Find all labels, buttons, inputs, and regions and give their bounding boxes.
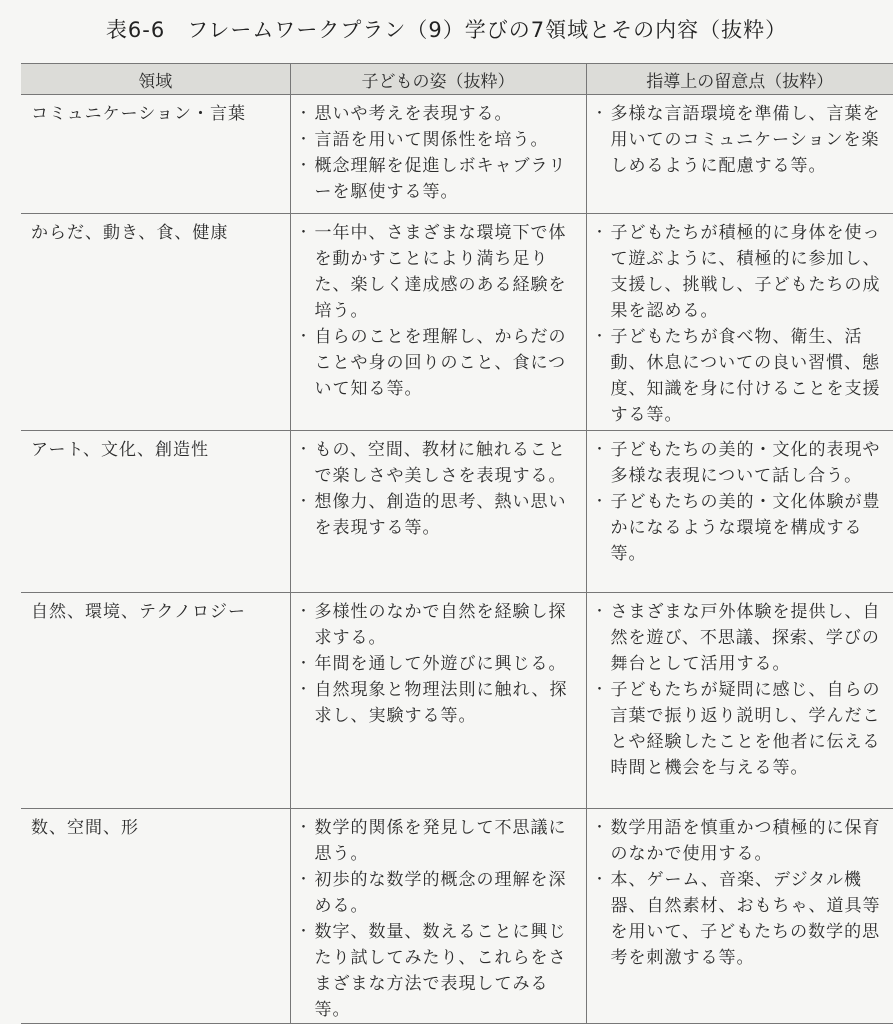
list-item: ・ 自然現象と物理法則に触れ、探求し、実験する等。	[301, 677, 580, 729]
table-row	[21, 95, 893, 214]
domain-cell: コミュニケーション・言葉	[21, 95, 290, 214]
domain-cell: 自然、環境、テクノロジー	[21, 593, 290, 809]
list-item: ・ 一年中、さまざまな環境下で体を動かすことにより満ち足りた、楽しく達成感のある経験を培う。	[301, 220, 580, 324]
list-item: ・ 子どもたちが疑問に感じ、自らの言葉で振り返り説明し、学んだことや経験したことを他者に伝える時間と機会を与える等。	[597, 677, 888, 781]
header-row	[21, 64, 893, 95]
list-item: ・ 数学的関係を発見して不思議に思う。	[301, 815, 580, 867]
list-item: ・ さまざまな戸外体験を提供し、自然を遊び、不思議、探索、学びの舞台として活用する。	[597, 599, 888, 677]
child-cell	[290, 593, 586, 809]
list-item: ・ 子どもたちの美的・文化的表現や多様な表現について話し合う。	[597, 437, 888, 489]
guidance-cell	[586, 593, 893, 809]
list-item: ・ 多様な言語環境を準備し、言葉を用いてのコミュニケーションを楽しめるように配慮する等。	[597, 101, 888, 179]
table-row	[21, 809, 893, 1024]
domain-cell: からだ、動き、食、健康	[21, 214, 290, 431]
header-domain: 領域	[21, 64, 290, 95]
child-cell	[290, 214, 586, 431]
framework-table	[21, 63, 893, 1024]
guidance-cell	[586, 431, 893, 593]
list-item: ・ 子どもたちが食べ物、衛生、活動、休息についての良い習慣、態度、知識を身に付けることを支援する等。	[597, 324, 888, 428]
list-item: ・ もの、空間、教材に触れることで楽しさや美しさを表現する。	[301, 437, 580, 489]
list-item: ・ 想像力、創造的思考、熱い思いを表現する等。	[301, 489, 580, 541]
list-item: ・ 年間を通して外遊びに興じる。	[301, 651, 580, 677]
table-row	[21, 214, 893, 431]
header-guidance: 指導上の留意点（抜粋）	[586, 64, 893, 95]
list-item: ・ 言語を用いて関係性を培う。	[301, 127, 580, 153]
list-item: ・ 概念理解を促進しボキャブラリーを駆使する等。	[301, 153, 580, 205]
list-item: ・ 子どもたちが積極的に身体を使って遊ぶように、積極的に参加し、支援し、挑戦し、子どもたちの成果を認める。	[597, 220, 888, 324]
list-item: ・ 子どもたちの美的・文化体験が豊かになるような環境を構成する等。	[597, 489, 888, 567]
list-item: ・ 多様性のなかで自然を経験し探求する。	[301, 599, 580, 651]
table-row	[21, 431, 893, 593]
list-item: ・ 本、ゲーム、音楽、デジタル機器、自然素材、おもちゃ、道具等を用いて、子どもたちの数学的思考を刺激する等。	[597, 867, 888, 971]
guidance-cell	[586, 214, 893, 431]
guidance-cell	[586, 95, 893, 214]
child-cell	[290, 809, 586, 1024]
list-item: ・ 初歩的な数学的概念の理解を深める。	[301, 867, 580, 919]
domain-cell: アート、文化、創造性	[21, 431, 290, 593]
list-item: ・ 自らのことを理解し、からだのことや身の回りのこと、食について知る等。	[301, 324, 580, 402]
guidance-cell	[586, 809, 893, 1024]
table-row	[21, 593, 893, 809]
header-child: 子どもの姿（抜粋）	[290, 64, 586, 95]
domain-cell: 数、空間、形	[21, 809, 290, 1024]
table-caption: 表6-6 フレームワークプラン（9）学びの7領域とその内容（抜粋）	[105, 18, 788, 42]
list-item: ・ 数字、数量、数えることに興じたり試してみたり、これらをさまざまな方法で表現してみる等。	[301, 919, 580, 1023]
child-cell	[290, 431, 586, 593]
child-cell	[290, 95, 586, 214]
list-item: ・ 数学用語を慎重かつ積極的に保育のなかで使用する。	[597, 815, 888, 867]
list-item: ・ 思いや考えを表現する。	[301, 101, 580, 127]
